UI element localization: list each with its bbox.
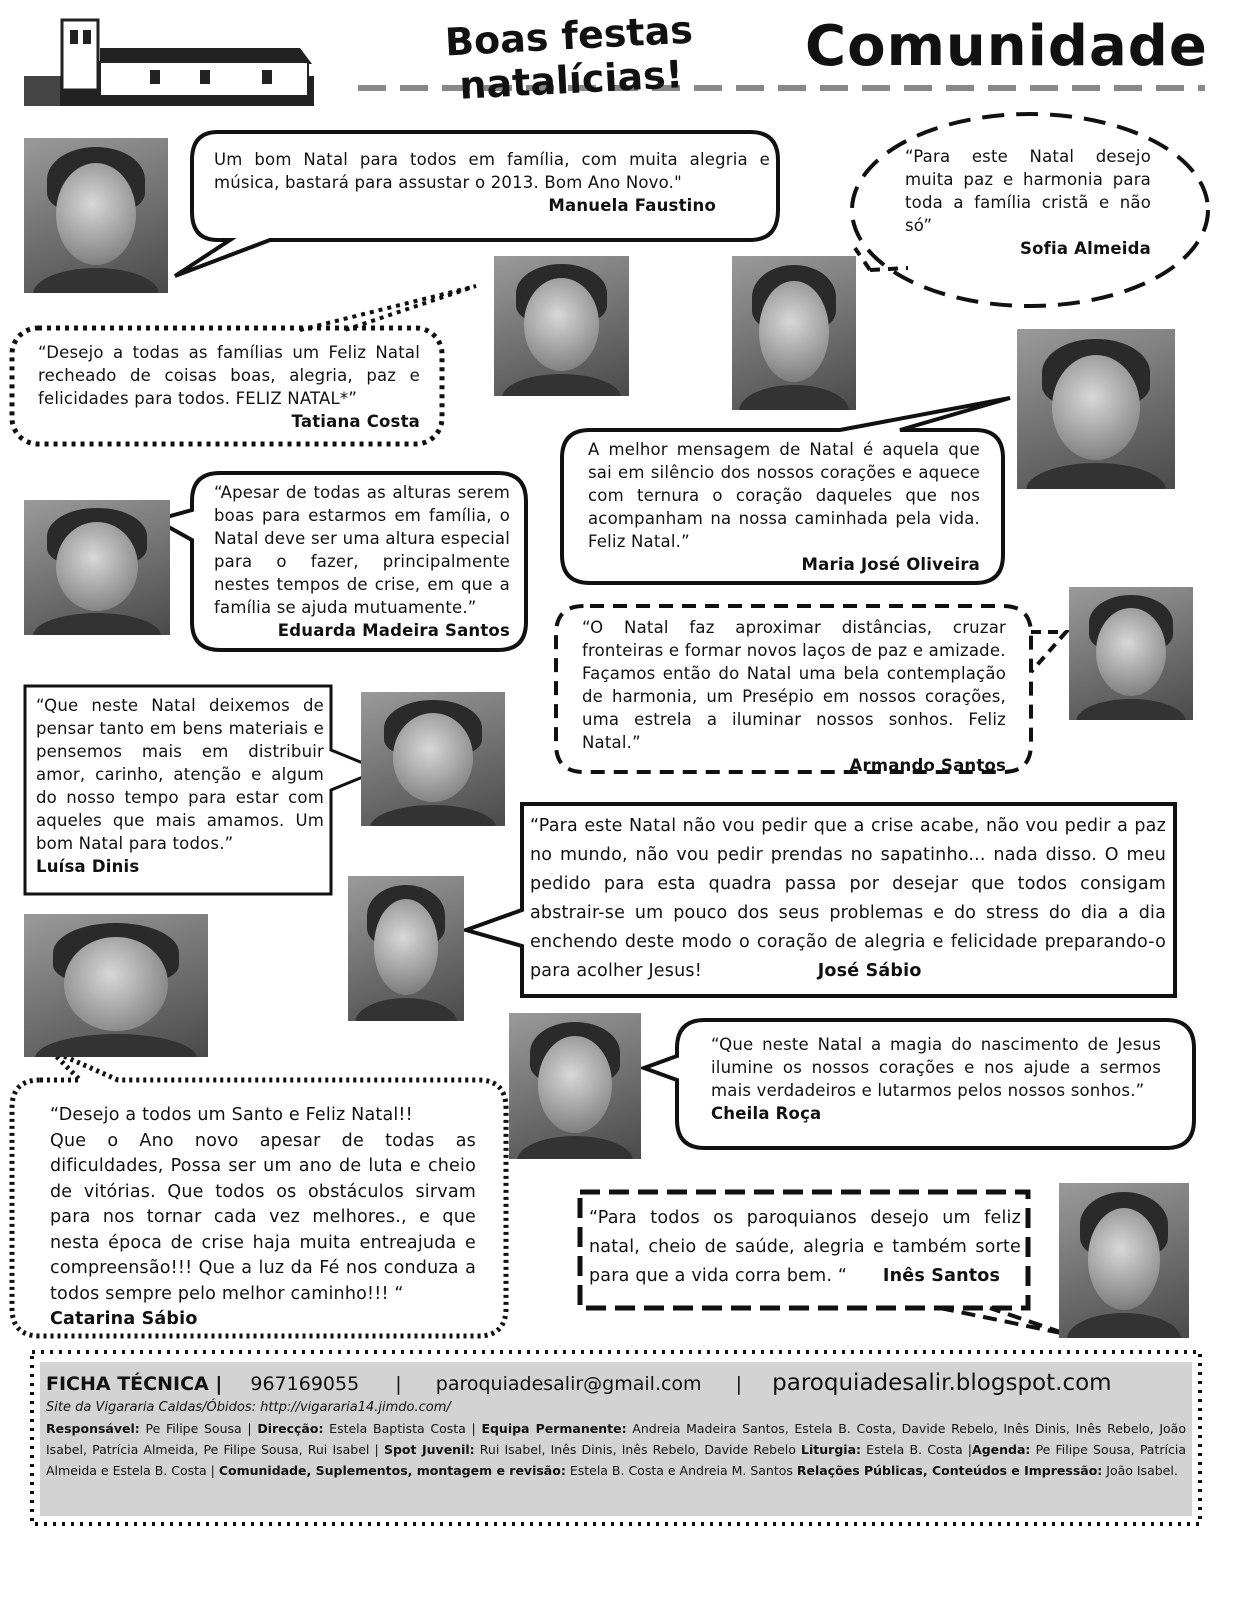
photo-ines (1059, 1183, 1189, 1338)
credit-label: Agenda: (972, 1442, 1031, 1457)
credit-label: Spot Juvenil: (383, 1442, 475, 1457)
photo-mariajose (1017, 329, 1175, 489)
title-line-2: natalícias! (458, 52, 684, 108)
message-luisa (36, 694, 324, 878)
site-url-link[interactable]: http://vigararia14.jimdo.com/ (260, 1400, 451, 1415)
message-catarina (50, 1103, 476, 1333)
ficha-label: FICHA TÉCNICA | (46, 1373, 223, 1395)
message-author: Eduarda Madeira Santos (277, 621, 510, 640)
footer-site (46, 1400, 451, 1415)
message-text: “Desejo a todos um Santo e Feliz Natal!! Que o Ano novo apesar de todas as dificuldades, Possa ser um ano de luta e cheio de vitórias. Que todos os obstáculos sirvam para nos tornar cada vez melhores., e que nesta época de crise haja muita entreajuda e compreensão!!! Que a luz da Fé nos conduza a todos sempre pelo melhor caminho!!! “ (50, 1105, 476, 1304)
credit-value: Pe Filipe Sousa | (139, 1421, 258, 1436)
message-text: “Para este Natal desejo muita paz e harmonia para toda a família cristã e não só” (905, 147, 1151, 235)
photo-manuela (24, 138, 168, 293)
message-manuela (214, 148, 770, 217)
message-text: “O Natal faz aproximar distâncias, cruzar fronteiras e formar novos laços de paz e amizade. Façamos então do Natal uma bela contemplação de harmonia, um Presépio em nossos corações, uma estrela a iluminar nossos sonhos. Feliz Natal.” (582, 618, 1006, 752)
church-illustration (24, 20, 314, 106)
credit-value: Andreia Madeira Santos, Estela B. Costa, Davide Rebelo, Inês Dinis, Inês Rebelo, João Isabel, Patrícia Almeida, Pe Filipe Sousa, Rui Isabel | (46, 1421, 1186, 1457)
title-line-1: Boas festas (443, 7, 694, 65)
photo-luisa (361, 692, 505, 826)
message-author: Luísa Dinis (36, 857, 140, 876)
message-text: “Para todos os paroquianos desejo um feliz natal, cheio de saúde, alegria e também sorte para que a vida corra bem. “ (589, 1208, 1021, 1286)
message-jose (530, 812, 1166, 986)
photo-tatiana (494, 256, 629, 396)
footer-email[interactable]: paroquiadesalir@gmail.com (435, 1373, 702, 1395)
message-author: José Sábio (817, 961, 922, 981)
message-tatiana (38, 341, 420, 433)
message-author: Cheila Roça (711, 1104, 822, 1123)
credit-value: Estela B. Costa e Andreia M. Santos (565, 1463, 797, 1478)
footer-separator: | (395, 1373, 402, 1395)
footer-credits (46, 1418, 1186, 1481)
message-author: Manuela Faustino (548, 196, 716, 215)
credit-value: Rui Isabel, Inês Dinis, Inês Rebelo, Davide Rebelo (474, 1442, 802, 1457)
message-ines (589, 1204, 1021, 1291)
credit-label: Liturgia: (801, 1442, 862, 1457)
footer-phone: 967169055 (250, 1373, 360, 1395)
credit-label: Responsável: (46, 1421, 140, 1436)
credit-value: João Isabel. (1102, 1463, 1178, 1478)
footer-contacts (46, 1370, 1112, 1396)
message-eduarda (214, 481, 510, 642)
message-text: “Que neste Natal a magia do nascimento de Jesus ilumine os nossos corações e nos ajude a sermos mais verdadeiros e lutarmos pelos nossos sonhos.” (711, 1035, 1161, 1100)
credit-label: Relações Públicas, Conteúdos e Impressão: (796, 1463, 1103, 1478)
message-text: “Que neste Natal deixemos de pensar tanto em bens materiais e pensemos mais em distribuir amor, carinho, atenção e algum do nosso tempo para estar com aqueles que mais amamos. Um bom Natal para todos.” (36, 696, 324, 853)
credit-value: Estela Baptista Costa | (323, 1421, 482, 1436)
title-boas-festas (418, 6, 722, 110)
credit-value: Pe Filipe Sousa, Patrícia Almeida e Estela B. Costa | (46, 1442, 1186, 1478)
credit-label: Comunidade, Suplementos, montagem e revisão: (218, 1463, 566, 1478)
footer-blog-link[interactable]: paroquiadesalir.blogspot.com (772, 1370, 1112, 1396)
message-mariajose (588, 438, 980, 576)
site-label: Site da Vigararia Caldas/Óbidos: (46, 1400, 257, 1415)
photo-armando (1069, 587, 1193, 720)
credit-value: Estela B. Costa | (861, 1442, 973, 1457)
photo-sofia (732, 256, 856, 410)
message-author: Catarina Sábio (50, 1309, 198, 1329)
photo-cheila (509, 1013, 641, 1159)
photo-jose (348, 876, 464, 1021)
message-text: “Para este Natal não vou pedir que a crise acabe, não vou pedir a paz no mundo, não vou pedir prendas no sapatinho... nada disso. O meu pedido para esta quadra passa por desejar que todos consigam abstrair-se um pouco dos seus problemas e do stress do dia a dia enchendo deste modo o coração de alegria e felicidade preparando-o para acolher Jesus! (530, 816, 1166, 981)
message-cheila (711, 1033, 1161, 1125)
photo-eduarda (24, 500, 170, 635)
message-author: Inês Santos (882, 1266, 1001, 1286)
message-author: Maria José Oliveira (801, 555, 980, 574)
message-text: “Apesar de todas as alturas serem boas para estarmos em família, o Natal deve ser uma altura especial para o fazer, principalmente nestes tempos de crise, em que a família se ajuda mutuamente.” (214, 483, 510, 617)
message-armando (582, 616, 1006, 777)
message-sofia (905, 145, 1151, 260)
photo-catarina (24, 914, 208, 1057)
footer-separator: | (735, 1373, 743, 1395)
message-text: A melhor mensagem de Natal é aquela que sai em silêncio dos nossos corações e aquece com ternura o coração daqueles que nos acompanham na nossa caminhada pela vida. Feliz Natal.” (588, 440, 980, 551)
message-author: Tatiana Costa (291, 412, 420, 431)
title-comunidade: Comunidade (805, 14, 1208, 79)
message-author: Armando Santos (849, 756, 1006, 775)
credit-label: Equipa Permanente: (481, 1421, 627, 1436)
message-author: Sofia Almeida (1020, 239, 1151, 258)
message-text: “Desejo a todas as famílias um Feliz Natal recheado de coisas boas, alegria, paz e felicidades para todos. FELIZ NATAL*” (38, 343, 420, 408)
credit-label: Direcção: (257, 1421, 324, 1436)
ficha-tecnica (40, 1362, 1192, 1516)
message-text: Um bom Natal para todos em família, com muita alegria e música, bastará para assustar o 2013. Bom Ano Novo." (214, 150, 770, 192)
